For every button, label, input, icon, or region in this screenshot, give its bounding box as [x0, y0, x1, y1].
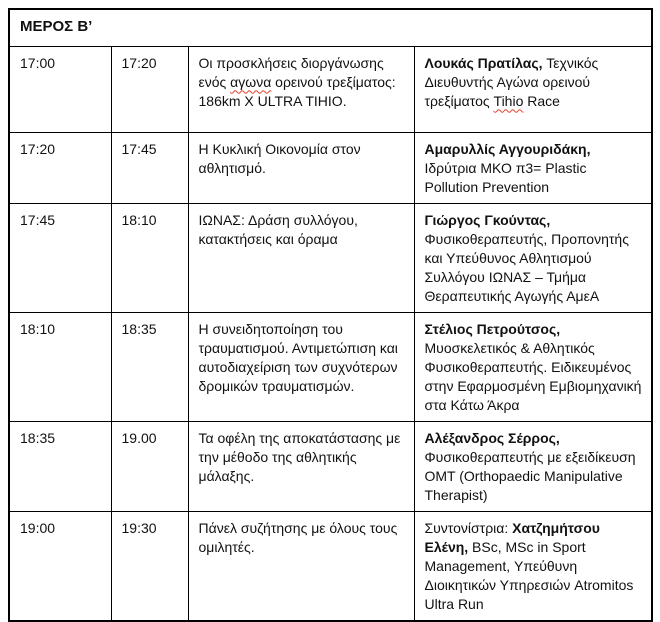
section-title-meros-b: ΜΕΡΟΣ Β’: [9, 9, 652, 46]
text-segment: Φυσικοθεραπευτής, Προπονητής και Υπεύθυνος Αθλητισμού Συλλόγου ΙΩΝΑΣ – Τμήμα Θεραπευτικής Αγωγής ΑμεΑ: [424, 230, 629, 304]
start-time-cell: 17:00: [9, 46, 111, 132]
speaker-cell: [414, 511, 652, 621]
end-time-cell: 19:30: [111, 511, 188, 621]
schedule-body: [9, 46, 652, 621]
speaker-cell: [414, 312, 652, 421]
start-time-cell: 17:20: [9, 132, 111, 203]
speaker-cell: [414, 132, 652, 203]
start-time-cell: 18:10: [9, 312, 111, 421]
text-segment: Race: [523, 92, 560, 109]
description-cell: [188, 421, 414, 511]
start-time-cell: 18:35: [9, 421, 111, 511]
text-segment: Φυσικοθεραπευτής με εξειδίκευση ΟΜΤ (Orthopaedic Manipulative Therapist): [424, 448, 636, 503]
end-time-cell: 17:20: [111, 46, 188, 132]
text-segment: Ιδρύτρια ΜΚΟ π3= Plastic Pollution Prevention: [424, 159, 587, 195]
text-segment: Τεχνικός Διευθυντής Αγώνα ορεινού τρεξίματος: [424, 54, 599, 109]
table-row: [9, 203, 652, 312]
table-row: [9, 511, 652, 621]
speaker-name: Στέλιος Πετρούτσος,: [424, 320, 561, 337]
speaker-name: Λουκάς Πρατίλας,: [424, 54, 543, 71]
text-segment: Μυοσκελετικός & Αθλητικός Φυσικοθεραπευτής. Ειδικευμένος στην Εφαρμοσμένη Εμβιομηχανική στα Κάτω Άκρα: [424, 339, 642, 413]
end-time-cell: 18:35: [111, 312, 188, 421]
speaker-cell: [414, 421, 652, 511]
speaker-name: Χατζημήτσου Ελένη,: [424, 519, 600, 555]
speaker-name: Αλέξανδρος Σέρρος,: [424, 429, 560, 446]
text-segment: BSc, MSc in Sport Management, Υπεύθυνη Διοικητικών Υπηρεσιών Atromitos Ultra Run: [424, 538, 634, 612]
text-segment: Συντονίστρια:: [424, 519, 513, 536]
table-row: [9, 312, 652, 421]
speaker-cell: [414, 203, 652, 312]
text-segment: Τα οφέλη της αποκατάστασης με την μέθοδο της αθλητικής μάλαξης.: [198, 429, 401, 484]
schedule-table: [8, 8, 653, 622]
text-segment: Πάνελ συζήτησης με όλους τους ομιλητές.: [198, 519, 398, 555]
speaker-cell: [414, 46, 652, 132]
speaker-name: Αμαρυλλίς Αγγουριδάκη,: [424, 140, 591, 157]
table-header-row: [9, 9, 652, 46]
end-time-cell: 18:10: [111, 203, 188, 312]
table-row: [9, 132, 652, 203]
text-segment: Η συνειδητοποίηση του τραυματισμού. Αντιμετώπιση και αυτοδιαχείριση των συχνότερων δρομικών τραυματισμών.: [198, 320, 398, 394]
description-cell: [188, 46, 414, 132]
text-segment: Οι προσκλήσεις διοργάνωσης ενός: [198, 54, 384, 90]
text-segment: ΙΩΝΑΣ: Δράση συλλόγου, κατακτήσεις και όραμα: [198, 211, 358, 247]
text-segment: ορεινού τρεξίματος: 186km X ULTRA TIHIO.: [198, 73, 396, 109]
table-row: [9, 421, 652, 511]
speaker-name: Γιώργος Γκούντας,: [424, 211, 551, 228]
start-time-cell: 17:45: [9, 203, 111, 312]
description-cell: [188, 132, 414, 203]
misspelled-word: Tihio: [493, 92, 524, 109]
end-time-cell: 17:45: [111, 132, 188, 203]
description-cell: [188, 203, 414, 312]
end-time-cell: 19.00: [111, 421, 188, 511]
table-row: [9, 46, 652, 132]
start-time-cell: 19:00: [9, 511, 111, 621]
description-cell: [188, 312, 414, 421]
text-segment: Η Κυκλική Οικονομία στον αθλητισμό.: [198, 140, 361, 176]
misspelled-word: αγωνα: [230, 73, 272, 90]
description-cell: [188, 511, 414, 621]
